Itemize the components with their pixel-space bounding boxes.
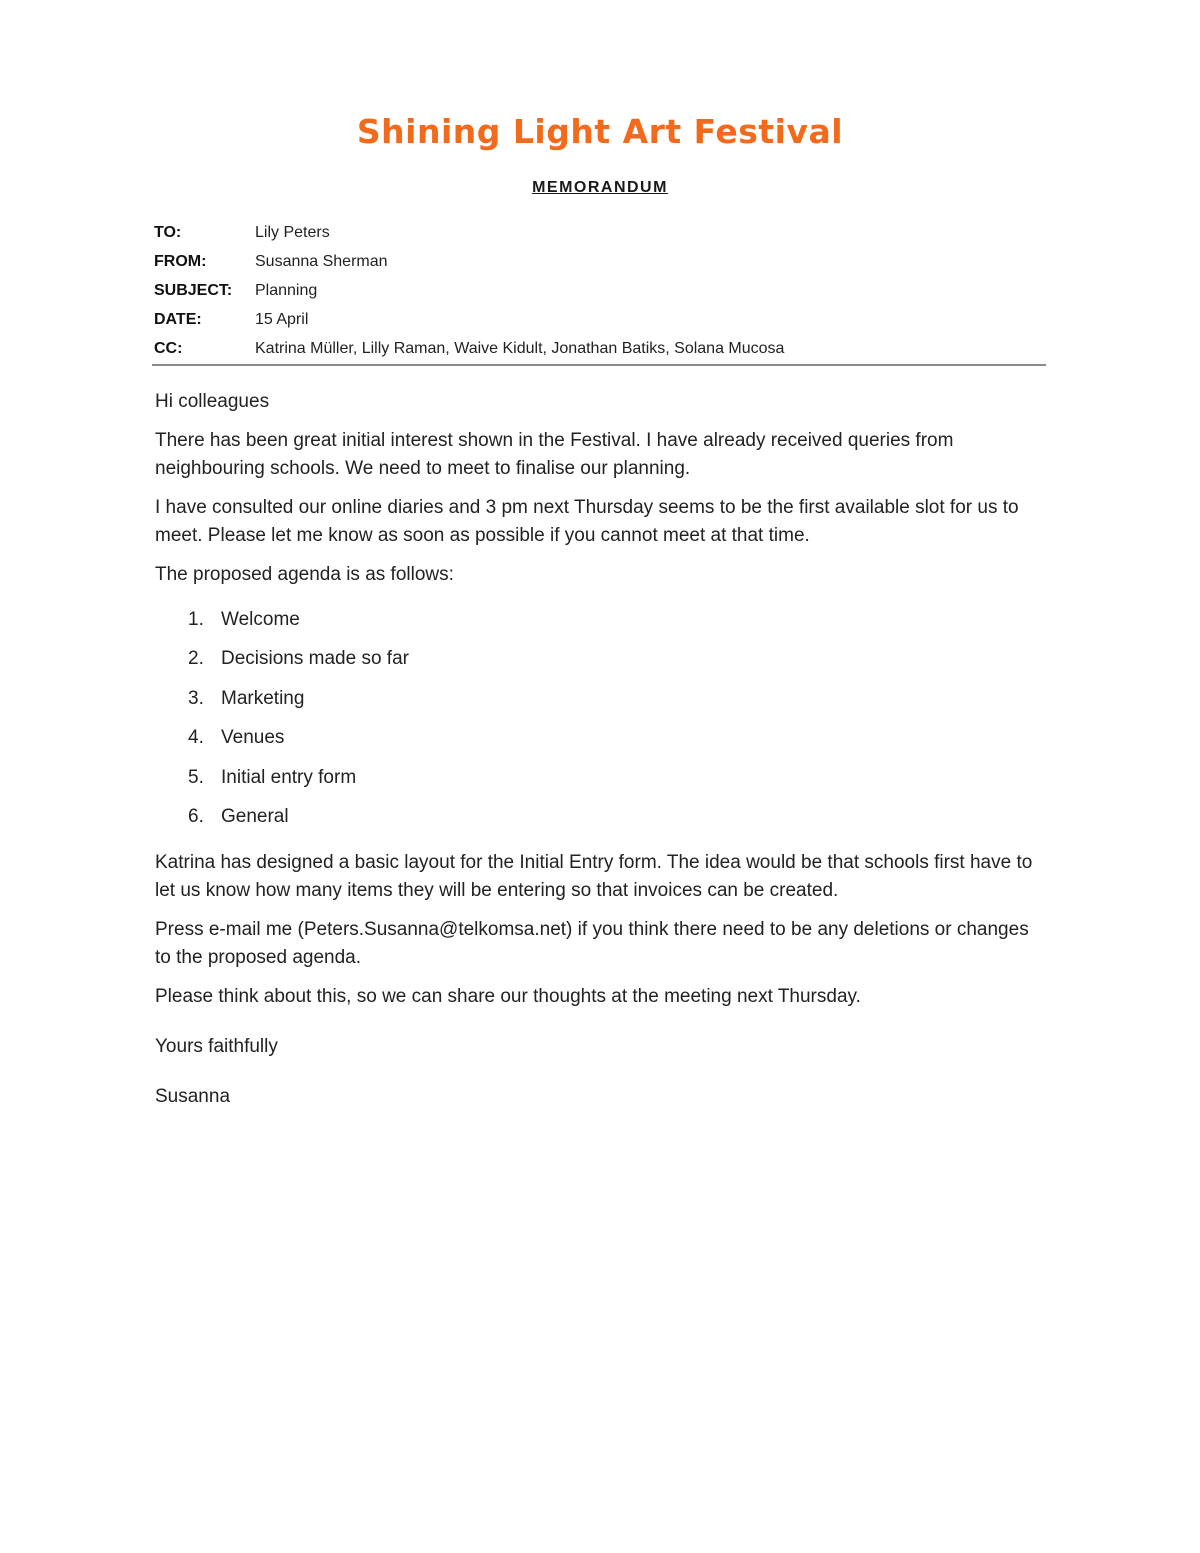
agenda-number: 5.	[188, 766, 204, 788]
agenda-item	[155, 798, 1045, 838]
header-row-subject	[154, 276, 1044, 305]
signature: Susanna	[155, 1086, 231, 1107]
closing: Yours faithfully	[155, 1036, 278, 1057]
agenda-number: 1.	[188, 608, 204, 630]
memo-header-fields	[154, 218, 1044, 363]
cc-label: CC:	[154, 339, 183, 357]
from-label: FROM:	[154, 252, 207, 270]
to-value: Lily Peters	[255, 223, 330, 241]
agenda-text: Venues	[221, 727, 285, 749]
agenda-text: Initial entry form	[221, 766, 357, 788]
agenda-text: Marketing	[221, 687, 305, 709]
agenda-item	[155, 640, 1045, 680]
date-label: DATE:	[154, 310, 202, 328]
header-divider	[152, 364, 1046, 366]
paragraph-email-request: Press e-mail me (Peters.Susanna@telkomsa.net) if you think there need to be any deletions or changes to the proposed agenda.	[155, 919, 1029, 968]
header-row-to	[154, 218, 1044, 247]
agenda-item	[155, 758, 1045, 798]
agenda-text: Decisions made so far	[221, 648, 409, 670]
agenda-list	[155, 600, 1045, 837]
paragraph-entry-form: Katrina has designed a basic layout for the Initial Entry form. The idea would be that schools first have to let us know how many items they will be entering so that invoices can be created.	[155, 852, 1033, 901]
to-label: TO:	[154, 223, 182, 241]
header-row-date	[154, 305, 1044, 334]
memo-heading: MEMORANDUM	[532, 179, 668, 196]
agenda-number: 6.	[188, 806, 204, 828]
paragraph-think-about: Please think about this, so we can share our thoughts at the meeting next Thursday.	[155, 986, 861, 1007]
memo-body	[155, 388, 1045, 1122]
agenda-item	[155, 719, 1045, 759]
paragraph-meeting-time: I have consulted our online diaries and 3 pm next Thursday seems to be the first available slot for us to meet. Please let me know as soon as possible if you cannot meet at that time.	[155, 497, 1019, 546]
agenda-item	[155, 600, 1045, 640]
header-row-cc	[154, 334, 1044, 363]
agenda-text: Welcome	[221, 608, 300, 630]
agenda-text: General	[221, 806, 289, 828]
festival-title: Shining Light Art Festival	[356, 112, 844, 151]
header-row-from	[154, 247, 1044, 276]
from-value: Susanna Sherman	[255, 252, 388, 270]
agenda-number: 4.	[188, 727, 204, 749]
paragraph-agenda-intro: The proposed agenda is as follows:	[155, 564, 454, 585]
subject-label: SUBJECT:	[154, 281, 233, 299]
date-value: 15 April	[255, 310, 309, 328]
greeting: Hi colleagues	[155, 391, 270, 412]
agenda-number: 3.	[188, 687, 204, 709]
paragraph-interest: There has been great initial interest shown in the Festival. I have already received queries from neighbouring schools. We need to meet to finalise our planning.	[155, 430, 954, 479]
agenda-item	[155, 679, 1045, 719]
spacer	[155, 837, 1045, 849]
subject-value: Planning	[255, 281, 318, 299]
cc-value: Katrina Müller, Lilly Raman, Waive Kidult, Jonathan Batiks, Solana Mucosa	[255, 339, 785, 357]
agenda-number: 2.	[188, 648, 204, 670]
